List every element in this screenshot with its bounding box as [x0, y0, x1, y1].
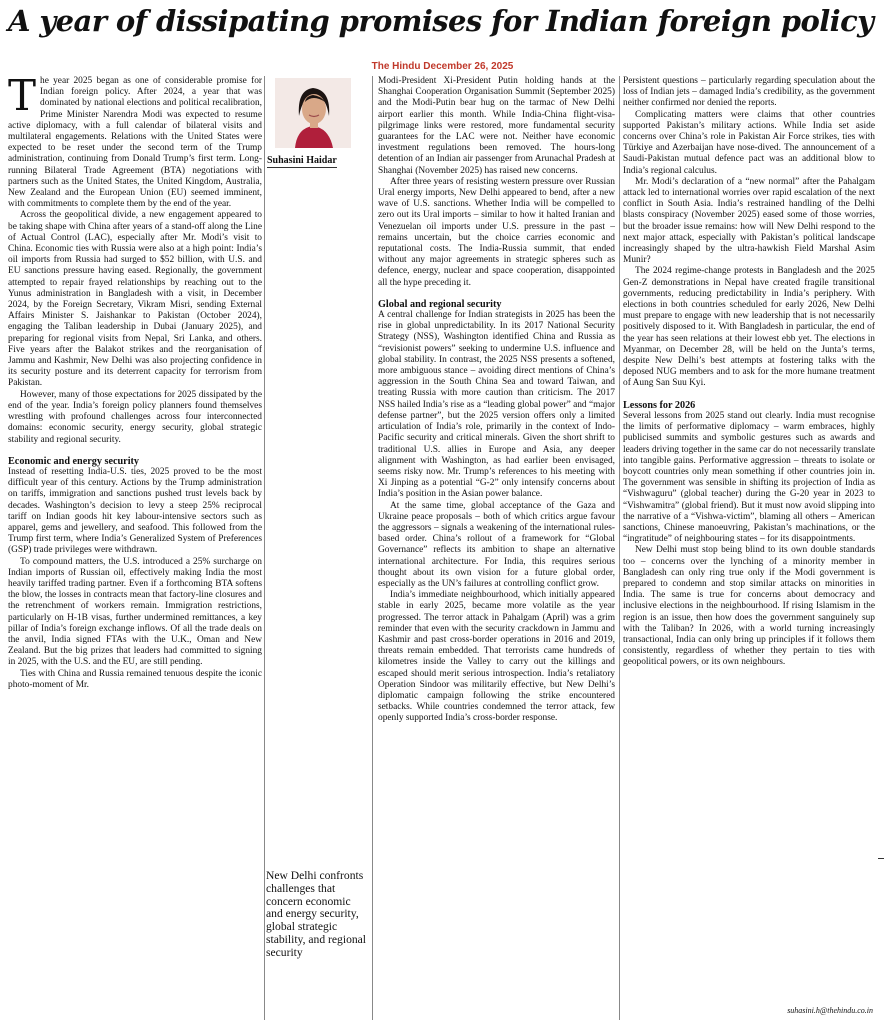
article-column-3: [623, 76, 875, 1004]
section-heading: Global and regional security: [378, 298, 502, 310]
paragraph: Modi-President Xi-President Putin holding hands at the Shanghai Cooperation Organisation Summit (September 2025) and the Modi-Putin bear hug on the tarmac of New Delhi airport earlier this month. While India-China flight-visa-pilgrimage links were restored, more fundamental security guarantees for the LAC were not. Neither have economic investment regulations been removed. The hours-long detention of an Indian air passenger from Arunachal Pradesh at Shanghai (November 2025) has raised new concerns.: [378, 76, 615, 176]
paragraph: The 2024 regime-change protests in Bangladesh and the 2025 Gen-Z demonstrations in Nepal have created fragile transitional governments, reducing predictability in India’s periphery. With elections in both countries scheduled for early 2026, New Delhi must prepare to engage with new leadership that is not necessarily positively disposed to it. With Bangladesh in particular, the end of the year has seen relations at their lowest ebb yet. The elections in Myanmar, on December 28, will be held on the Junta’s terms, despite New Delhi’s best attempts at fostering talks with the deposed NUG members and to ask for the more humane treatment of Aung San Suu Kyi.: [623, 266, 875, 389]
paragraph: To compound matters, the U.S. introduced a 25% surcharge on Indian imports of Russian oil, effectively making India the most heavily tariffed trading partner. Even if a forthcoming BTA softens the blow, the losses in contracts mean that factory-line closures and the retrenchment of workers remain. Immigration restrictions, particularly on H-1B visas, further undermined remittances, a key pillar of India’s foreign exchange inflows. Of all the trade deals on the anvil, India signed FTAs with the U.K., Oman and New Zealand. But the big prizes that leaders had committed to signing in 2025, with the U.S. and the EU, are still pending.: [8, 556, 262, 668]
drop-cap: T: [8, 76, 37, 120]
dateline: The Hindu December 26, 2025: [371, 61, 514, 72]
column-divider: [619, 76, 620, 1020]
paragraph: At the same time, global acceptance of the Gaza and Ukraine peace proposals – both of which critics argue favour the aggressors – signals a weakening of the international rules-based order. China’s rollout of a framework for “Global Governance” reflects its ambition to shape an alternative international architecture. For India, this requires serious thought about its own vision for a future global order, especially as the UN’s failures at controlling conflict grow.: [378, 500, 615, 589]
paragraph: However, many of those expectations for 2025 dissipated by the end of the year. India’s foreign policy planners found themselves wrestling with profound challenges across four interconnected domains: economic security, energy security, global strategic stability and regional security.: [8, 389, 262, 445]
article-column-1: [8, 76, 262, 1022]
paragraph: Mr. Modi’s declaration of a “new normal” after the Pahalgam attack led to international worries over rapid escalation of the next conflict in South Asia. India’s restrained handling of the Delhi blasts conspiracy (November 2025) eased some of those worries, but the broader issue remains: how will New Delhi respond to the next major attack, especially with Pakistan’s political landscape increasingly shaped by the ultra-hawkish Field Marshal Asim Munir?: [623, 176, 875, 266]
paragraph: Across the geopolitical divide, a new engagement appeared to be taking shape with China after years of a stand-off along the Line of Actual Control (LAC), especially after Mr. Modi’s visit to China. Economic ties with Russia were also at a high point: India’s oil imports from Russia had surged to $52 billion, with U.S. and EU sanctions pressure having eased. Regionally, the government attempted to repair frayed relationships by reaching out to the Yunus administration in Bangladesh with a visit, in December 2024, by the Foreign Secretary, Vikram Misri, sending External Affairs Minister S. Jaishankar to Pakistan (October 2024), engaging the Taliban leadership in Dubai (January 2025), and preparing for regional visits from Nepal, Sri Lanka, and others. Five years after the Balakot strikes and the reorganisation of Jammu and Kashmir, New Delhi was also projecting confidence in its security posture and its deterrent capacity for terrorism from Pakistan.: [8, 210, 262, 389]
column-divider: [264, 76, 265, 1020]
author-photo: [275, 78, 351, 148]
article-column-2: [378, 76, 615, 1022]
author-byline: Suhasini Haidar: [267, 155, 337, 166]
paragraph: India’s immediate neighbourhood, which initially appeared stable in early 2025, became more volatile as the year progressed. The terror attack in Pahalgam (April) was a grim reminder that even with the security crackdown in Jammu and Kashmir and past cross-border operations in 2016 and 2019, threats remain embedded. That terrorists came hundreds of kilometres inside the Valley to carry out the killings and escaped should merit serious introspection. India’s retaliatory Operation Sindoor was militarily effective, but New Delhi’s diplomatic campaign following the strike encountered setbacks. While countries condemned the terror attack, few openly supported India’s cross-border response.: [378, 590, 615, 724]
paragraph: New Delhi must stop being blind to its own double standards too – concerns over the lynching of a minority member in Bangladesh can only ring true only if the Modi government is prepared to condemn and stop similar attacks on minorities in India. The same is true for concerns about democracy and inclusive elections in the neighbourhood. If rising Islamism in the region is an issue, then how does the government sanguinely sup with the Taliban? In 2026, with a world turning increasingly transactional, India can only bring up principles if it follows them consistently, regardless of whether they pertain to ties with geopolitical powers, or its own neighbours.: [623, 545, 875, 668]
paragraph: Complicating matters were claims that other countries supported Pakistan’s military actions. While India set aside concerns over China’s role in Pakistan Air Force strikes, ties with Türkiye and Azerbaijan have nose-dived. The announcement of a Saudi-Pakistan mutual defence pact was an additional blow to India’s regional calculus.: [623, 109, 875, 176]
author-email: suhasini.h@thehindu.co.in: [787, 1006, 873, 1015]
paragraph: Several lessons from 2025 stand out clearly. India must recognise the limits of performative diplomacy – warm embraces, highly publicised summits and symbolic gestures such as awards and leaders driving together in the same car do not necessarily translate into tangible gains. Performative aggression – threats to isolate or boycott countries only mean something if other countries join in. The government was sensible in shifting its projection of India as “Vishwaguru” (global teacher) during the G-20 year in 2023 to “Vishwamitra” (global friend). But it must now avoid slipping into the narrative of a “Vishwa-victim”, blaming all others – American sanctions, Chinese manoeuvring, Pakistan’s machinations, or the “ingratitude” of neighbouring states – for its disappointments.: [623, 410, 875, 545]
section-heading: Economic and energy security: [8, 455, 140, 467]
headline: A year of dissipating promises for Indian foreign policy: [8, 4, 874, 38]
paragraph: [8, 76, 262, 210]
column-divider: [372, 76, 373, 1020]
paragraph: A central challenge for Indian strategists in 2025 has been the rise in global unpredictability. In its 2017 National Security Strategy (NSS), Washington identified China and Russia as “revisionist powers” seeking to undermine U.S. influence and global stability. In contrast, the 2025 NSS presents a softened, more ambiguous stance – avoiding direct mentions of China’s aggression in the South China Sea and toward Taiwan, and treating Russia with more caution than criticism. The 2017 NSS hailed India’s rise as a “leading global power” and “major defense partner”, but the 2025 version offers only a limited articulation of India’s role, primarily in the context of Indo-Pacific security and critical minerals. Given the short shrift to traditional U.S. allies in Europe and Asia, any deeper alignment with Washington, as had earlier been envisaged, seems risky now. Mr. Trump’s references to his meeting with Xi Jinping as a potential “G-2” only intensify concerns about India’s position in the Asian power balance.: [378, 310, 615, 500]
pull-quote: New Delhi confronts challenges that concern economic and energy security, global strategic stability, and regional security: [266, 869, 367, 959]
margin-mark: [878, 858, 884, 859]
paragraph: After three years of resisting western pressure over Russian Ural energy imports, New Delhi appeared to bend, after a new wave of U.S. sanctions. Whether India will be compelled to zero out its Ural imports – similar to how it halted Iranian and Venezuelan oil imports under U.S. pressure in the past – remains uncertain, but the choice carries economic and reputational costs. The India-Russia summit, that ended without any major agreements in strategic spheres such as defence, energy, nuclear and space cooperation, disappointed all the hype preceding it.: [378, 176, 615, 288]
section-heading: Lessons for 2026: [623, 399, 696, 411]
paragraph: Persistent questions – particularly regarding speculation about the loss of Indian jets – damaged India’s credibility, as the government neither confirmed nor denied the reports.: [623, 76, 875, 109]
paragraph: Ties with China and Russia remained tenuous despite the iconic photo-moment of Mr.: [8, 668, 262, 690]
paragraph: Instead of resetting India-U.S. ties, 2025 proved to be the most difficult year of this century. Actions by the Trump administration on tariffs, immigration and sanctions pushed trust levels back by decades. Washington’s decision to levy a steep 25% reciprocal tariff on Indian goods hit key labour-intensive sectors such as apparel, gems and jewellery, and seafood. This followed from the Trump first term, where India’s Generalized System of Preferences (GSP) trade privileges were withdrawn.: [8, 466, 262, 556]
paragraph-text: he year 2025 began as one of considerable promise for Indian foreign policy. After 2024, a year that was dominated by national elections and political recalibration, Prime Minister Narendra Modi was expected to resume active diplomacy, with a full calendar of bilateral visits and multilateral engagements. Relations with the United States were expected to be reset under the second term of the Trump administration, continuing from Donald Trump’s first term. Long-running Bilateral Trade Agreement (BTA) negotiations with partners such as the United States, the United Kingdom, Australia, New Zealand and the European Union (EU) seemed imminent, with commitments to complete them by the end of the year.: [8, 76, 262, 210]
